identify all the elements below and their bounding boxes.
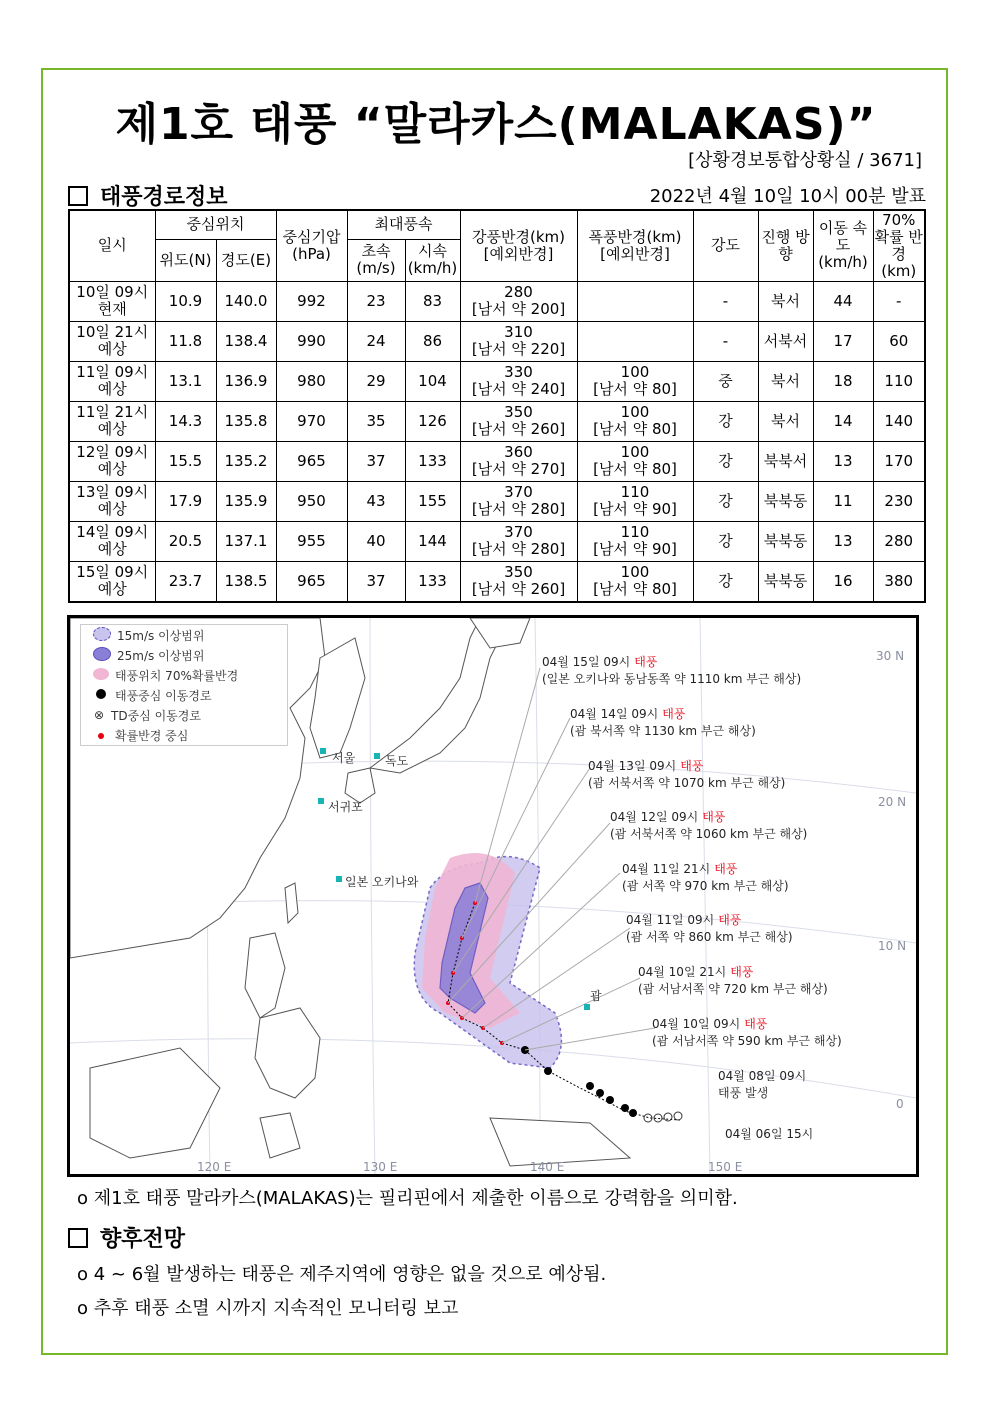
lon-label: 130 E [363, 1160, 398, 1174]
cell-strong-radius [460, 481, 577, 521]
header-maxwind: 최대풍속 [347, 210, 460, 239]
prob70-swatch [93, 668, 109, 683]
cell-wind-kmh: 155 [405, 481, 460, 521]
cell-intensity: 강 [693, 481, 758, 521]
cell-line: 11일 21시 [76, 403, 149, 421]
department-label: [상황경보통합상황실 / 3671] [688, 150, 922, 171]
cell-prob-radius: 380 [873, 561, 925, 602]
cell-wind-ms: 40 [347, 521, 405, 561]
annotation-time [626, 912, 742, 927]
annotation-date: 04월 10일 09시 [652, 1017, 741, 1031]
cell-line: 예상 [97, 500, 127, 518]
cell-line: [남서 약 260] [471, 580, 566, 598]
lon-label: 140 E [530, 1160, 565, 1174]
td-point [674, 1112, 682, 1120]
header-intensity: 강도 [693, 210, 758, 281]
cell-line: 예상 [97, 580, 127, 598]
cell-wind-ms: 35 [347, 401, 405, 441]
cell-lat: 20.5 [155, 521, 216, 561]
annotation-time [638, 964, 754, 979]
annotation-time [610, 809, 726, 824]
legend-item [81, 665, 287, 685]
table-row [69, 441, 925, 481]
cell-prob-radius: - [873, 281, 925, 321]
cell-wind-ms: 37 [347, 561, 405, 602]
cell-lon: 138.5 [216, 561, 276, 602]
cell-prob-radius: 170 [873, 441, 925, 481]
cell-wind-ms: 43 [347, 481, 405, 521]
annotation-time [588, 758, 704, 773]
annotation-tag: 태풍 [730, 965, 754, 979]
legend-item [81, 625, 287, 645]
td-point [664, 1113, 672, 1121]
cell-pressure: 965 [276, 441, 347, 481]
table-row [69, 401, 925, 441]
cell-storm-radius [577, 361, 693, 401]
cell-storm-radius [577, 481, 693, 521]
annotation-date: 04월 13일 09시 [588, 759, 677, 773]
cell-storm-radius [577, 321, 693, 361]
annotation-location: (괌 서북서쪽 약 1070 km 부근 해상) [588, 776, 786, 790]
legend-label: 15m/s 이상범위 [117, 628, 205, 643]
cell-line: 13일 09시 [76, 483, 149, 501]
cell-line: 예상 [97, 380, 127, 398]
cell-speed: 18 [813, 361, 873, 401]
cell-line: [남서 약 90] [593, 500, 677, 518]
track-point [621, 1104, 629, 1112]
legend-item [81, 725, 287, 745]
table-row [69, 321, 925, 361]
cell-pressure: 965 [276, 561, 347, 602]
cell-line: 100 [620, 403, 650, 421]
cell-line: 370 [504, 483, 533, 501]
legend-item [81, 645, 287, 665]
cell-wind-ms: 24 [347, 321, 405, 361]
lat-label: 20 N [878, 795, 907, 809]
table-row [69, 561, 925, 602]
legend-label: 확률반경 중심 [115, 728, 189, 743]
cell-pressure: 992 [276, 281, 347, 321]
cell-lon: 135.2 [216, 441, 276, 481]
cell-line: 10일 21시 [76, 323, 149, 341]
annotation-date: 04월 12일 09시 [610, 810, 699, 824]
table-row [69, 361, 925, 401]
track-point [596, 1089, 604, 1097]
header-kmh: 시속 (km/h) [405, 239, 460, 281]
legend-label: TD중심 이동경로 [111, 708, 201, 723]
track-section-heading [68, 180, 228, 211]
cell-line: [남서 약 90] [593, 540, 677, 558]
borneo [90, 1048, 220, 1158]
annotation-date: 04월 10일 21시 [638, 965, 727, 979]
outlook-item: o 4 ~ 6월 발생하는 태풍은 제주지역에 영향은 없을 것으로 예상됨. [77, 1264, 607, 1285]
cell-speed: 13 [813, 521, 873, 561]
cell-wind-ms: 23 [347, 281, 405, 321]
page-title: 제1호 태풍 “말라카스(MALAKAS)” [115, 99, 877, 150]
cell-time [69, 281, 155, 321]
cell-line: [남서 약 220] [471, 340, 566, 358]
annotation-tag: 태풍 [662, 707, 686, 721]
cell-prob-radius: 60 [873, 321, 925, 361]
cell-line: [남서 약 80] [593, 460, 677, 478]
annotation-location: (괌 북서쪽 약 1130 km 부근 해상) [570, 724, 756, 738]
cell-line: 100 [620, 563, 650, 581]
cell-intensity: 강 [693, 401, 758, 441]
cell-lat: 23.7 [155, 561, 216, 602]
cell-line: 330 [504, 363, 533, 381]
cell-direction: 북서 [758, 281, 813, 321]
name-note: o 제1호 태풍 말라카스(MALAKAS)는 필리핀에서 제출한 이름으로 강력함을 의미함. [77, 1188, 738, 1209]
cell-wind-kmh: 83 [405, 281, 460, 321]
cell-line: 14일 09시 [76, 523, 149, 541]
header-lat: 위도(N) [155, 239, 216, 281]
cell-storm-radius [577, 521, 693, 561]
annotation-location: (일본 오키나와 동남동쪽 약 1110 km 부근 해상) [542, 672, 802, 686]
cell-time [69, 361, 155, 401]
cell-line: [남서 약 80] [593, 580, 677, 598]
annotation-tag: 태풍 [714, 862, 738, 876]
outlook-section-heading [68, 1222, 185, 1253]
lon-label: 120 E [197, 1160, 232, 1174]
header-strong-radius: 강풍반경(km) [예외반경] [460, 210, 577, 281]
typhoon-center-icon [93, 688, 109, 702]
annotation-tag: 태풍 [702, 810, 726, 824]
annotation-time [542, 654, 658, 669]
annotation-time [725, 1126, 813, 1141]
cell-line: [남서 약 80] [593, 420, 677, 438]
cell-lon: 137.1 [216, 521, 276, 561]
cell-wind-kmh: 133 [405, 561, 460, 602]
cell-lat: 15.5 [155, 441, 216, 481]
cell-intensity: - [693, 281, 758, 321]
zone-15ms-swatch [93, 627, 111, 644]
luzon [245, 933, 285, 1018]
table-row [69, 281, 925, 321]
checkbox-icon [68, 186, 88, 206]
cell-intensity: 강 [693, 521, 758, 561]
annotation-location: (괌 서남서쪽 약 720 km 부근 해상) [638, 982, 828, 996]
cell-pressure: 980 [276, 361, 347, 401]
lat-label: 30 N [876, 649, 905, 663]
cell-line: 310 [504, 323, 533, 341]
cell-line: 현재 [97, 300, 127, 318]
cell-line: 360 [504, 443, 533, 461]
cell-line: 350 [504, 563, 533, 581]
track-point [586, 1082, 594, 1090]
cell-prob-radius: 230 [873, 481, 925, 521]
header-storm-radius: 폭풍반경(km) [예외반경] [577, 210, 693, 281]
cell-speed: 13 [813, 441, 873, 481]
cell-wind-ms: 37 [347, 441, 405, 481]
cell-time [69, 521, 155, 561]
annotation-location: (괌 서남서쪽 약 590 km 부근 해상) [652, 1034, 842, 1048]
cell-prob-radius: 110 [873, 361, 925, 401]
place-label: 독도 [385, 754, 409, 768]
cell-line: 100 [620, 363, 650, 381]
cell-pressure: 990 [276, 321, 347, 361]
cell-strong-radius [460, 441, 577, 481]
cell-intensity: - [693, 321, 758, 361]
header-direction: 진행 방향 [758, 210, 813, 281]
legend-label: 태풍위치 70%확률반경 [115, 668, 239, 683]
new-guinea [490, 1118, 630, 1166]
prob-center-icon [93, 728, 109, 742]
cell-direction: 서북서 [758, 321, 813, 361]
table-row [69, 521, 925, 561]
cell-time [69, 481, 155, 521]
header-center: 중심위치 [155, 210, 276, 239]
annotation-tag: 태풍 [718, 913, 742, 927]
cell-lon: 135.8 [216, 401, 276, 441]
cell-lon: 136.9 [216, 361, 276, 401]
annotation-date: 04월 11일 09시 [626, 913, 715, 927]
legend-item [81, 685, 287, 705]
cell-time [69, 441, 155, 481]
cell-strong-radius [460, 281, 577, 321]
legend-label: 태풍중심 이동경로 [115, 688, 212, 703]
lat-label: 0 [896, 1097, 904, 1111]
cell-wind-ms: 29 [347, 361, 405, 401]
annotation-date: 04월 15일 09시 [542, 655, 631, 669]
cell-direction: 북북동 [758, 521, 813, 561]
cell-direction: 북북동 [758, 481, 813, 521]
cell-line: [남서 약 280] [471, 540, 566, 558]
cell-wind-kmh: 126 [405, 401, 460, 441]
cell-line: [남서 약 280] [471, 500, 566, 518]
place-label: 괌 [590, 989, 602, 1003]
cell-speed: 17 [813, 321, 873, 361]
checkbox-icon [68, 1228, 88, 1248]
cell-lat: 14.3 [155, 401, 216, 441]
cell-line: 110 [620, 483, 650, 501]
issued-time: 2022년 4월 10일 10시 00분 발표 [649, 186, 926, 207]
annotation-location: (괌 서쪽 약 970 km 부근 해상) [622, 879, 789, 893]
annotation-date: 04월 11일 21시 [622, 862, 711, 876]
cell-strong-radius [460, 561, 577, 602]
cell-direction: 북서 [758, 401, 813, 441]
annotation-tag: 태풍 [634, 655, 658, 669]
cell-strong-radius [460, 321, 577, 361]
cell-line: [남서 약 200] [471, 300, 566, 318]
track-table [68, 209, 926, 603]
cell-line: 11일 09시 [76, 363, 149, 381]
cell-lon: 140.0 [216, 281, 276, 321]
cell-direction: 북북서 [758, 441, 813, 481]
cell-speed: 16 [813, 561, 873, 602]
annotation-time [570, 706, 686, 721]
td-center-icon: ⊗ [93, 708, 105, 722]
place-label: 서귀포 [328, 800, 363, 814]
cell-lon: 135.9 [216, 481, 276, 521]
annotation-tag: 태풍 [744, 1017, 768, 1031]
cell-line: [남서 약 80] [593, 380, 677, 398]
cell-line: 예상 [97, 460, 127, 478]
cell-line: 10일 09시 [76, 283, 149, 301]
cell-wind-kmh: 144 [405, 521, 460, 561]
cell-lon: 138.4 [216, 321, 276, 361]
header-time: 일시 [69, 210, 155, 281]
lon-label: 150 E [708, 1160, 743, 1174]
cell-line: 예상 [97, 540, 127, 558]
cell-storm-radius [577, 561, 693, 602]
section-title: 태풍경로정보 [100, 185, 228, 210]
annotation-date: 04월 06일 15시 [725, 1127, 814, 1141]
cell-storm-radius [577, 281, 693, 321]
cell-pressure: 950 [276, 481, 347, 521]
track-point [544, 1067, 552, 1075]
legend-label: 25m/s 이상범위 [117, 648, 205, 663]
track-point [606, 1096, 614, 1104]
annotation-date: 04월 14일 09시 [570, 707, 659, 721]
legend-item [81, 705, 287, 725]
section-title: 향후전망 [100, 1227, 186, 1252]
cell-line: 예상 [97, 340, 127, 358]
cell-line: 12일 09시 [76, 443, 149, 461]
annotation-date: 04월 08일 09시 [718, 1069, 807, 1083]
annotation-tag: 태풍 [680, 759, 704, 773]
philippines-south [255, 1008, 320, 1098]
annotation-location: 태풍 발생 [718, 1086, 769, 1100]
cell-strong-radius [460, 521, 577, 561]
annotation-location: (괌 서쪽 약 860 km 부근 해상) [626, 930, 793, 944]
cell-line: [남서 약 240] [471, 380, 566, 398]
header-pressure: 중심기압 (hPa) [276, 210, 347, 281]
cell-time [69, 321, 155, 361]
track-point [629, 1109, 637, 1117]
lat-label: 10 N [878, 939, 907, 953]
cell-speed: 11 [813, 481, 873, 521]
cell-lat: 11.8 [155, 321, 216, 361]
cell-intensity: 강 [693, 561, 758, 602]
annotation-time [652, 1016, 768, 1031]
map-legend [80, 624, 288, 746]
cell-wind-kmh: 133 [405, 441, 460, 481]
header-speed: 이동 속도 (km/h) [813, 210, 873, 281]
cell-wind-kmh: 104 [405, 361, 460, 401]
cell-prob-radius: 280 [873, 521, 925, 561]
cell-lat: 13.1 [155, 361, 216, 401]
header-ms: 초속 (m/s) [347, 239, 405, 281]
cell-strong-radius [460, 401, 577, 441]
cell-line: 예상 [97, 420, 127, 438]
cell-lat: 10.9 [155, 281, 216, 321]
zone-25ms-swatch [93, 647, 111, 664]
cell-intensity: 강 [693, 441, 758, 481]
cell-line: 350 [504, 403, 533, 421]
annotation-time [622, 861, 738, 876]
cell-line: [남서 약 260] [471, 420, 566, 438]
cell-speed: 14 [813, 401, 873, 441]
cell-line: 100 [620, 443, 650, 461]
table-row [69, 481, 925, 521]
cell-pressure: 970 [276, 401, 347, 441]
cell-pressure: 955 [276, 521, 347, 561]
outlook-item: o 추후 태풍 소멸 시까지 지속적인 모니터링 보고 [77, 1298, 459, 1319]
cell-strong-radius [460, 361, 577, 401]
cell-line: 280 [504, 283, 533, 301]
cell-time [69, 401, 155, 441]
taiwan [285, 883, 298, 923]
cell-storm-radius [577, 441, 693, 481]
place-label: 일본 오키나와 [345, 875, 419, 889]
cell-storm-radius [577, 401, 693, 441]
header-lon: 경도(E) [216, 239, 276, 281]
cell-wind-kmh: 86 [405, 321, 460, 361]
cell-lat: 17.9 [155, 481, 216, 521]
cell-line: 15일 09시 [76, 563, 149, 581]
place-label: 서울 [332, 751, 356, 765]
cell-intensity: 중 [693, 361, 758, 401]
annotation-time [718, 1068, 806, 1083]
cell-line: 370 [504, 523, 533, 541]
cell-direction: 북서 [758, 361, 813, 401]
cell-time [69, 561, 155, 602]
cell-prob-radius: 140 [873, 401, 925, 441]
cell-speed: 44 [813, 281, 873, 321]
cell-line: 110 [620, 523, 650, 541]
sulawesi [260, 1113, 300, 1158]
typhoon-track-map [67, 615, 919, 1177]
cell-direction: 북북동 [758, 561, 813, 602]
cell-line: [남서 약 270] [471, 460, 566, 478]
header-prob: 70% 확률 반경 (km) [873, 210, 925, 281]
annotation-location: (괌 서북서쪽 약 1060 km 부근 해상) [610, 827, 808, 841]
